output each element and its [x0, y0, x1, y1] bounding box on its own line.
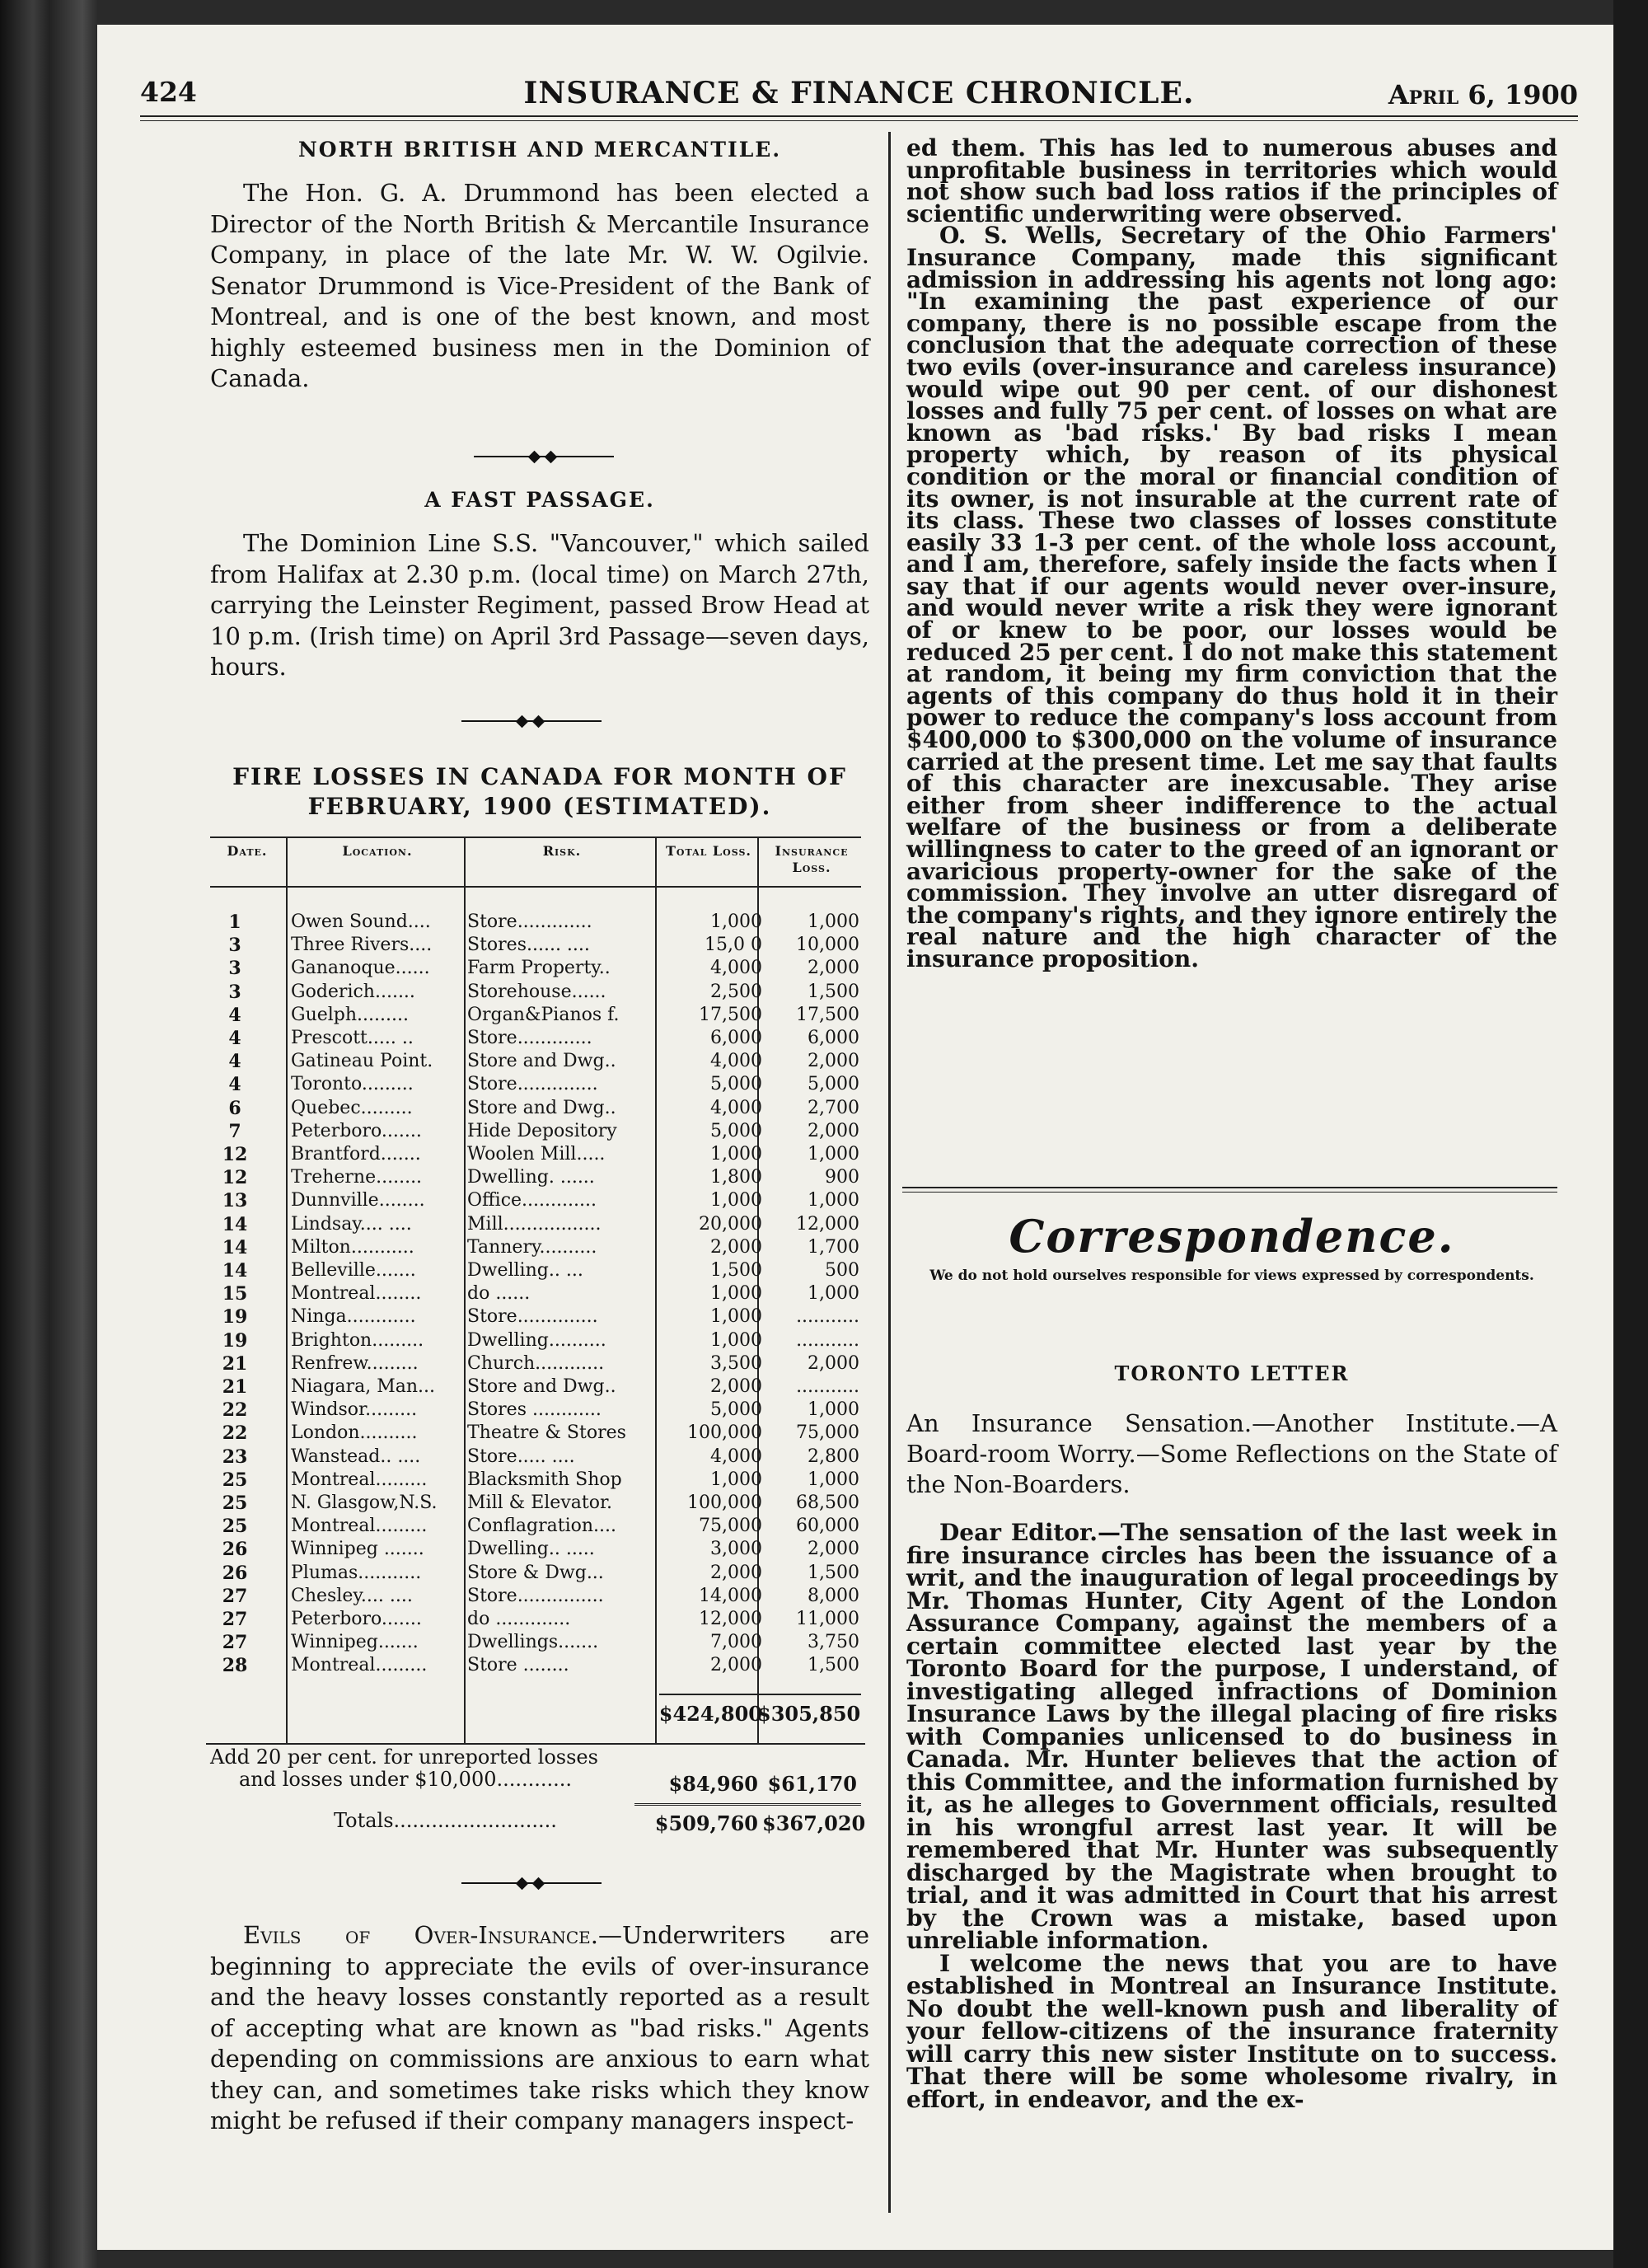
- table-row: [210, 1610, 861, 1628]
- col-header-insurance-loss: Insurance Loss.: [775, 843, 849, 875]
- cell-date: 19: [222, 1306, 248, 1328]
- table-row: [210, 1052, 861, 1071]
- cell-insurance-loss: 11,000: [796, 1609, 859, 1629]
- cell-date: 3: [228, 981, 241, 1003]
- cell-total-loss: 4,000: [710, 1097, 762, 1118]
- cell-date: 4: [228, 1051, 241, 1073]
- cell-insurance-loss: 68,500: [796, 1492, 859, 1513]
- table-row: [210, 1308, 861, 1326]
- cell-location: London..........: [291, 1424, 418, 1443]
- cell-risk: Store..............: [467, 1308, 598, 1327]
- cell-risk: Woolen Mill.....: [467, 1146, 606, 1164]
- column-divider: [888, 132, 891, 2213]
- table-row: [210, 1122, 861, 1141]
- cell-location: Peterboro.......: [291, 1122, 422, 1141]
- cell-total-loss: 1,000: [710, 1329, 762, 1351]
- cell-total-loss: 1,800: [710, 1167, 762, 1188]
- article-body: [210, 178, 869, 395]
- table-row: [210, 1146, 861, 1164]
- cell-location: Milton...........: [291, 1238, 414, 1257]
- section-heading: Correspondence.: [1009, 1210, 1455, 1263]
- cell-insurance-loss: 1,000: [808, 911, 859, 932]
- cell-insurance-loss: 1,700: [808, 1236, 859, 1258]
- letter-subtitle: An Insurance Sensation.—Another Institute.—A Board-room Worry.—Some Reflections on the State of the Non-Boarders.: [906, 1409, 1557, 1498]
- cell-insurance-loss: 1,500: [808, 1655, 859, 1676]
- cell-location: Brantford.......: [291, 1146, 421, 1164]
- cell-risk: Tannery..........: [467, 1238, 597, 1257]
- table-row: [210, 1399, 861, 1422]
- paragraph: I welcome the news that you are to have established in Montreal an Insurance Institute. No doubt the well-known push and liberality of your fellow-citizens of the insurance fraternity will carry this new sister Institute on to success. That there will be some wholesome rivalry, in effort, in endeavor, and the ex-: [906, 1949, 1557, 2113]
- cell-total-loss: 1,500: [710, 1260, 762, 1281]
- cell-location: Lindsay.... ....: [291, 1215, 412, 1234]
- cell-risk: Dwelling..........: [467, 1331, 606, 1350]
- letter-heading: TORONTO LETTER: [1114, 1361, 1350, 1385]
- add-label-2: and losses under $10,000............: [239, 1768, 573, 1791]
- cell-date: 4: [228, 1074, 241, 1096]
- section-rule: [902, 1187, 1557, 1188]
- article-body: [906, 134, 1558, 972]
- article-body: [210, 1920, 869, 2137]
- cell-total-loss: 3,500: [710, 1352, 762, 1374]
- cell-insurance-loss: 6,000: [808, 1028, 859, 1048]
- cell-total-loss: 1,000: [710, 1190, 762, 1211]
- paragraph: [210, 1920, 869, 2137]
- cell-risk: Dwelling.. .....: [467, 1540, 595, 1559]
- cell-location: Montreal.........: [291, 1517, 428, 1536]
- cell-location: Chesley.... ....: [291, 1586, 413, 1605]
- cell-location: Brighton.........: [291, 1331, 424, 1350]
- cell-risk: do .............: [467, 1610, 571, 1628]
- cell-date: 27: [222, 1632, 248, 1654]
- cell-date: 4: [228, 1004, 241, 1026]
- paragraph: The Dominion Line S.S. "Vancouver," which sailed from Halifax at 2.30 p.m. (local time) on March 27th, carrying the Leinster Regiment, passed Brow Head at 10 p.m. (Irish time) on April 3rd Passage—seven days, hours.: [210, 529, 869, 681]
- table-row: [210, 1213, 861, 1235]
- cell-date: 15: [222, 1283, 248, 1305]
- cell-date: 14: [222, 1260, 248, 1282]
- cell-date: 22: [222, 1399, 248, 1422]
- cell-insurance-loss: ...........: [796, 1376, 859, 1397]
- cell-total-loss: 2,500: [710, 981, 762, 1002]
- cell-insurance-loss: 17,500: [796, 1004, 859, 1025]
- cell-location: Gatineau Point.: [291, 1052, 433, 1071]
- disclaimer: We do not hold ourselves responsible for views expressed by correspondents.: [929, 1268, 1534, 1284]
- cell-date: 26: [222, 1539, 248, 1561]
- cell-insurance-loss: 8,000: [808, 1585, 859, 1606]
- ornament-divider: [474, 452, 614, 461]
- cell-risk: Theatre & Stores: [467, 1424, 626, 1443]
- cell-total-loss: 7,000: [710, 1632, 762, 1653]
- article-heading: A FAST PASSAGE.: [424, 488, 655, 512]
- cell-risk: Church............: [467, 1354, 605, 1373]
- section-rule-thin: [902, 1192, 1557, 1193]
- cell-total-loss: 5,000: [710, 1120, 762, 1141]
- cell-date: 21: [222, 1352, 248, 1375]
- table-title-line-1: FIRE LOSSES IN CANADA FOR MONTH OF: [232, 763, 847, 790]
- cell-risk: Store.............: [467, 1029, 592, 1047]
- cell-date: 1: [228, 911, 241, 933]
- page-header: [140, 76, 1578, 117]
- page-edge: [1613, 0, 1648, 2268]
- cell-location: Plumas...........: [291, 1563, 422, 1582]
- cell-insurance-loss: 10,000: [796, 935, 859, 956]
- table-row: [210, 1587, 861, 1605]
- cell-risk: Stores ............: [467, 1401, 602, 1420]
- cell-total-loss: 1,000: [710, 1306, 762, 1328]
- col-header-risk: Risk.: [542, 843, 582, 859]
- cell-insurance-loss: 2,800: [808, 1446, 859, 1467]
- cell-date: 4: [228, 1028, 241, 1049]
- cell-total-loss: 1,000: [710, 911, 762, 932]
- table-row: [210, 1329, 861, 1352]
- add-insurance-loss: $61,170: [767, 1772, 857, 1796]
- subtotal-total-loss: $424,800: [658, 1702, 762, 1726]
- cell-location: Quebec.........: [291, 1099, 413, 1118]
- col-header-date: Date.: [227, 843, 268, 859]
- cell-risk: Dwellings.......: [467, 1633, 599, 1652]
- cell-location: Three Rivers....: [291, 936, 433, 955]
- publication-title: INSURANCE & FINANCE CHRONICLE.: [523, 76, 1195, 110]
- toronto-letter: [906, 1361, 1557, 2111]
- cell-total-loss: 5,000: [710, 1074, 762, 1095]
- paragraph: ed them. This has led to numerous abuses and unprofitable business in territories which would not show such bad loss ratios if the principles of scientific underwriting were observed.: [906, 134, 1557, 227]
- table-row: [210, 1029, 861, 1047]
- table-row: [210, 1539, 861, 1561]
- table-row: [210, 913, 861, 931]
- cell-date: 25: [222, 1516, 248, 1538]
- ornament-divider: [461, 717, 602, 725]
- cell-insurance-loss: 1,000: [808, 1283, 859, 1305]
- table-row: [210, 1564, 861, 1582]
- paragraph: Dear Editor.—The sensation of the last week in fire insurance circles has been the issuance of a writ, and the inauguration of legal proceedings by Mr. Thomas Hunter, City Agent of the London Assurance Company, against the members of a certain committee elected last year by the Toronto Board for the purpose, I understand, of investigating alleged infractions of Dominion Insurance Laws by the illegal placing of fire risks with Companies unlicensed to do business in Canada. Mr. Hunter believes that the action of this Committee, and the information furnished by it, as he alleges to Government officials, resulted in his wrongful arrest last year. It will be remembered that Mr. Hunter was subsequently discharged by the Magistrate when brought to trial, and it was admitted in Court that his arrest by the Crown was a mistake, based upon unreliable information.: [906, 1519, 1557, 1954]
- table-row: [210, 1448, 861, 1466]
- cell-insurance-loss: 2,000: [808, 1539, 859, 1560]
- table-row: [210, 1471, 861, 1489]
- table-row: [210, 1378, 861, 1396]
- cell-location: Guelph.........: [291, 1005, 409, 1024]
- cell-insurance-loss: 2,000: [808, 958, 859, 979]
- col-header-location: Location.: [342, 843, 413, 859]
- table-row: [210, 1262, 861, 1280]
- cell-risk: Store & Dwg...: [467, 1563, 604, 1582]
- cell-insurance-loss: 5,000: [808, 1074, 859, 1095]
- cell-insurance-loss: 1,000: [808, 1144, 859, 1164]
- add-total-loss: $84,960: [668, 1772, 758, 1796]
- cell-location: Winnipeg.......: [291, 1633, 419, 1652]
- article-heading: NORTH BRITISH AND MERCANTILE.: [297, 138, 782, 162]
- cell-insurance-loss: 1,000: [808, 1399, 859, 1421]
- table-row: [210, 983, 861, 1001]
- cell-risk: Store and Dwg..: [467, 1099, 616, 1118]
- table-row: [210, 1656, 861, 1675]
- cell-risk: Store and Dwg..: [467, 1052, 616, 1071]
- col-header-total-loss: Total Loss.: [666, 843, 751, 859]
- cell-date: 14: [222, 1213, 248, 1235]
- issue-date: April 6, 1900: [1388, 79, 1578, 110]
- grand-total-loss: $509,760: [654, 1811, 758, 1835]
- cell-location: Peterboro.......: [291, 1610, 422, 1628]
- cell-location: N. Glasgow,N.S.: [291, 1494, 438, 1512]
- cell-date: 23: [222, 1446, 248, 1468]
- ornament-divider: [461, 1879, 602, 1887]
- cell-date: 14: [222, 1236, 248, 1258]
- cell-insurance-loss: 75,000: [796, 1422, 859, 1444]
- cell-insurance-loss: 1,000: [808, 1190, 859, 1211]
- cell-total-loss: 2,000: [710, 1236, 762, 1258]
- paragraph: O. S. Wells, Secretary of the Ohio Farmers' Insurance Company, made this significant admission in addressing his agents not long ago: "In examining the past experience of our company, there is no possible escape from the conclusion that the adequate correction of these two evils (over-insurance and careless insurance) would wipe out 90 per cent. of our dishonest losses and fully 75 per cent. of losses on what are known as 'bad risks.' By bad risks I mean property which, by reason of its physical condition or the moral or financial condition of its owner, is not insurable at the current rate of its class. These two classes of losses constitute easily 33 1-3 per cent. of the whole loss account, and I am, therefore, safely inside the facts when I say that if our agents would never over-insure, and would never write a risk they were ignorant of or knew to be poor, our losses would be reduced 25 per cent. I do not make this statement at random, it being my firm conviction that the agents of this company do thus hold it in their power to reduce the company's loss account from $400,000 to $300,000 on the volume of insurance carried at the present time. Let me say that faults of this character are inexcusable. They arise either from sheer indifference to the actual welfare of the business or from a deliberate willingness to cater to the greed of an ignorant or avaricious property-owner for the sake of the commission. They involve an utter disregard of the company's rights, and they ignore entirely the real nature and the high character of the insurance proposition.: [906, 222, 1558, 972]
- cell-total-loss: 5,000: [710, 1399, 762, 1421]
- cell-total-loss: 2,000: [710, 1376, 762, 1397]
- table-foot-rule: [206, 1743, 865, 1745]
- totals-rule: [634, 1803, 861, 1806]
- cell-total-loss: 20,000: [699, 1213, 762, 1235]
- cell-date: 12: [222, 1144, 248, 1165]
- table-row: [210, 1285, 861, 1303]
- letter-body: [906, 1521, 1557, 2111]
- right-column-continuation: [906, 134, 1558, 972]
- table-row: [210, 1075, 861, 1094]
- cell-location: Belleville.......: [291, 1262, 416, 1280]
- cell-total-loss: 14,000: [699, 1585, 762, 1606]
- cell-risk: Dwelling.. ...: [467, 1262, 583, 1280]
- table-row: [210, 1352, 861, 1375]
- table-row: [210, 1006, 861, 1024]
- table-row: [210, 1192, 861, 1210]
- cell-location: Windsor.........: [291, 1401, 418, 1420]
- header-rule: [140, 115, 1578, 117]
- cell-insurance-loss: 1,500: [808, 1562, 859, 1583]
- cell-date: 3: [228, 958, 241, 980]
- cell-date: 21: [222, 1376, 248, 1398]
- cell-risk: Store and Dwg..: [467, 1378, 616, 1396]
- cell-risk: Mill.................: [467, 1215, 602, 1234]
- cell-risk: do ......: [467, 1285, 531, 1304]
- cell-insurance-loss: 2,000: [808, 1352, 859, 1374]
- cell-insurance-loss: 12,000: [796, 1213, 859, 1235]
- cell-location: Wanstead.. ....: [291, 1447, 421, 1466]
- cell-insurance-loss: ...........: [796, 1306, 859, 1328]
- cell-date: 19: [222, 1329, 248, 1352]
- cell-total-loss: 4,000: [710, 958, 762, 979]
- cell-risk: Dwelling. ......: [467, 1169, 595, 1188]
- cell-date: 22: [222, 1422, 248, 1445]
- cell-location: Gananoque......: [291, 959, 430, 978]
- cell-total-loss: 1,000: [710, 1283, 762, 1305]
- cell-location: Renfrew.........: [291, 1354, 419, 1373]
- grand-insurance-loss: $367,020: [762, 1811, 866, 1835]
- totals-label: Totals..........................: [334, 1809, 557, 1832]
- cell-total-loss: 3,000: [710, 1539, 762, 1560]
- cell-insurance-loss: 500: [825, 1260, 859, 1281]
- cell-location: Montreal........: [291, 1285, 422, 1304]
- cell-insurance-loss: 2,700: [808, 1097, 859, 1118]
- cell-location: Montreal.........: [291, 1470, 428, 1489]
- table-title-line-2: FEBRUARY, 1900 (ESTIMATED).: [307, 793, 772, 820]
- cell-location: Dunnville........: [291, 1192, 425, 1211]
- cell-risk: Store...............: [467, 1586, 604, 1605]
- fast-passage-article: [210, 488, 869, 683]
- table-row: [210, 1236, 861, 1258]
- table-row: [210, 1494, 861, 1512]
- cell-insurance-loss: 1,500: [808, 981, 859, 1002]
- page-number: 424: [140, 76, 197, 108]
- north-british-article: [210, 138, 869, 395]
- cell-risk: Mill & Elevator.: [467, 1494, 613, 1512]
- cell-date: 13: [222, 1190, 248, 1212]
- cell-insurance-loss: 1,000: [808, 1469, 859, 1490]
- cell-date: 25: [222, 1492, 248, 1514]
- cell-total-loss: 1,000: [710, 1144, 762, 1164]
- cell-location: Niagara, Man...: [291, 1378, 436, 1396]
- table-row: [210, 1169, 861, 1187]
- cell-risk: Farm Property..: [467, 959, 611, 978]
- cell-date: 3: [228, 935, 241, 957]
- header-rule-thin: [140, 120, 1578, 121]
- cell-total-loss: 100,000: [687, 1422, 762, 1444]
- table-row: [210, 935, 861, 957]
- cell-risk: Office.............: [467, 1192, 597, 1211]
- cell-risk: Hide Depository: [467, 1122, 617, 1141]
- cell-date: 27: [222, 1585, 248, 1607]
- cell-location: Toronto.........: [291, 1075, 414, 1094]
- article-body: [210, 528, 869, 683]
- cell-location: Goderich.......: [291, 982, 415, 1001]
- book-binding: [0, 0, 97, 2268]
- cell-date: 25: [222, 1469, 248, 1491]
- cell-total-loss: 2,000: [710, 1655, 762, 1676]
- cell-total-loss: 75,000: [699, 1516, 762, 1537]
- cell-date: 27: [222, 1609, 248, 1630]
- table-row: [210, 958, 861, 980]
- cell-location: Prescott..... ..: [291, 1029, 414, 1047]
- cell-total-loss: 4,000: [710, 1051, 762, 1072]
- paragraph: The Hon. G. A. Drummond has been elected a Director of the North British & Mercantile Insurance Company, in place of the late Mr. W. W. Ogilvie. Senator Drummond is Vice-President of the Bank of Montreal, and is one of the best known, and most highly esteemed business men in the Dominion of Canada.: [210, 179, 869, 392]
- cell-total-loss: 4,000: [710, 1446, 762, 1467]
- cell-total-loss: 100,000: [687, 1492, 762, 1513]
- cell-total-loss: 15,0 0: [705, 935, 762, 956]
- cell-risk: Organ&Pianos f.: [467, 1005, 620, 1024]
- cell-date: 26: [222, 1562, 248, 1584]
- cell-risk: Store..............: [467, 1075, 598, 1094]
- cell-risk: Conflagration....: [467, 1517, 617, 1536]
- correspondence-section: [906, 1210, 1557, 1284]
- evils-article: [210, 1920, 869, 2137]
- cell-date: 28: [222, 1655, 248, 1677]
- cell-location: Montreal.........: [291, 1656, 428, 1675]
- header-bottom-rule: [210, 886, 861, 888]
- cell-date: 6: [228, 1097, 241, 1119]
- table-row: [210, 1516, 861, 1538]
- cell-insurance-loss: 60,000: [796, 1516, 859, 1537]
- cell-insurance-loss: 2,000: [808, 1120, 859, 1141]
- cell-risk: Blacksmith Shop: [467, 1470, 622, 1489]
- add-label-1: Add 20 per cent. for unreported losses: [210, 1746, 598, 1769]
- cell-risk: Store..... ....: [467, 1447, 575, 1466]
- cell-insurance-loss: 2,000: [808, 1051, 859, 1072]
- cell-total-loss: 6,000: [710, 1028, 762, 1048]
- paragraph-text: —Underwriters are beginning to appreciate the evils of over-insurance and the heavy losses constantly reported as a result of accepting what are known as "bad risks." Agents depending on commissions are anxious to earn what they can, and sometimes take risks which they know might be refused if their company managers inspect-: [210, 1921, 870, 2134]
- cell-location: Winnipeg .......: [291, 1540, 424, 1559]
- cell-location: Treherne........: [291, 1169, 423, 1188]
- fire-losses-heading: [210, 762, 869, 822]
- subtotal-insurance-loss: $305,850: [757, 1702, 861, 1726]
- run-in-title: Evils of Over-Insurance.: [243, 1921, 598, 1949]
- cell-total-loss: 1,000: [710, 1469, 762, 1490]
- table-row: [210, 1422, 861, 1445]
- cell-total-loss: 2,000: [710, 1562, 762, 1583]
- cell-date: 7: [228, 1120, 241, 1142]
- cell-location: Owen Sound....: [291, 913, 431, 931]
- table-top-rule: [210, 836, 861, 838]
- cell-total-loss: 17,500: [699, 1004, 762, 1025]
- cell-total-loss: 12,000: [699, 1609, 762, 1629]
- cell-risk: Store ........: [467, 1656, 569, 1675]
- cell-date: 12: [222, 1167, 248, 1189]
- cell-risk: Stores...... ....: [467, 936, 590, 955]
- cell-insurance-loss: 900: [825, 1167, 859, 1188]
- cell-insurance-loss: 3,750: [808, 1632, 859, 1653]
- cell-location: Ninga............: [291, 1308, 416, 1327]
- cell-risk: Store.............: [467, 913, 592, 931]
- table-row: [210, 1633, 861, 1652]
- table-row: [210, 1099, 861, 1118]
- cell-risk: Storehouse......: [467, 982, 606, 1001]
- cell-insurance-loss: ...........: [796, 1329, 859, 1351]
- subtotal-rule: [659, 1694, 861, 1695]
